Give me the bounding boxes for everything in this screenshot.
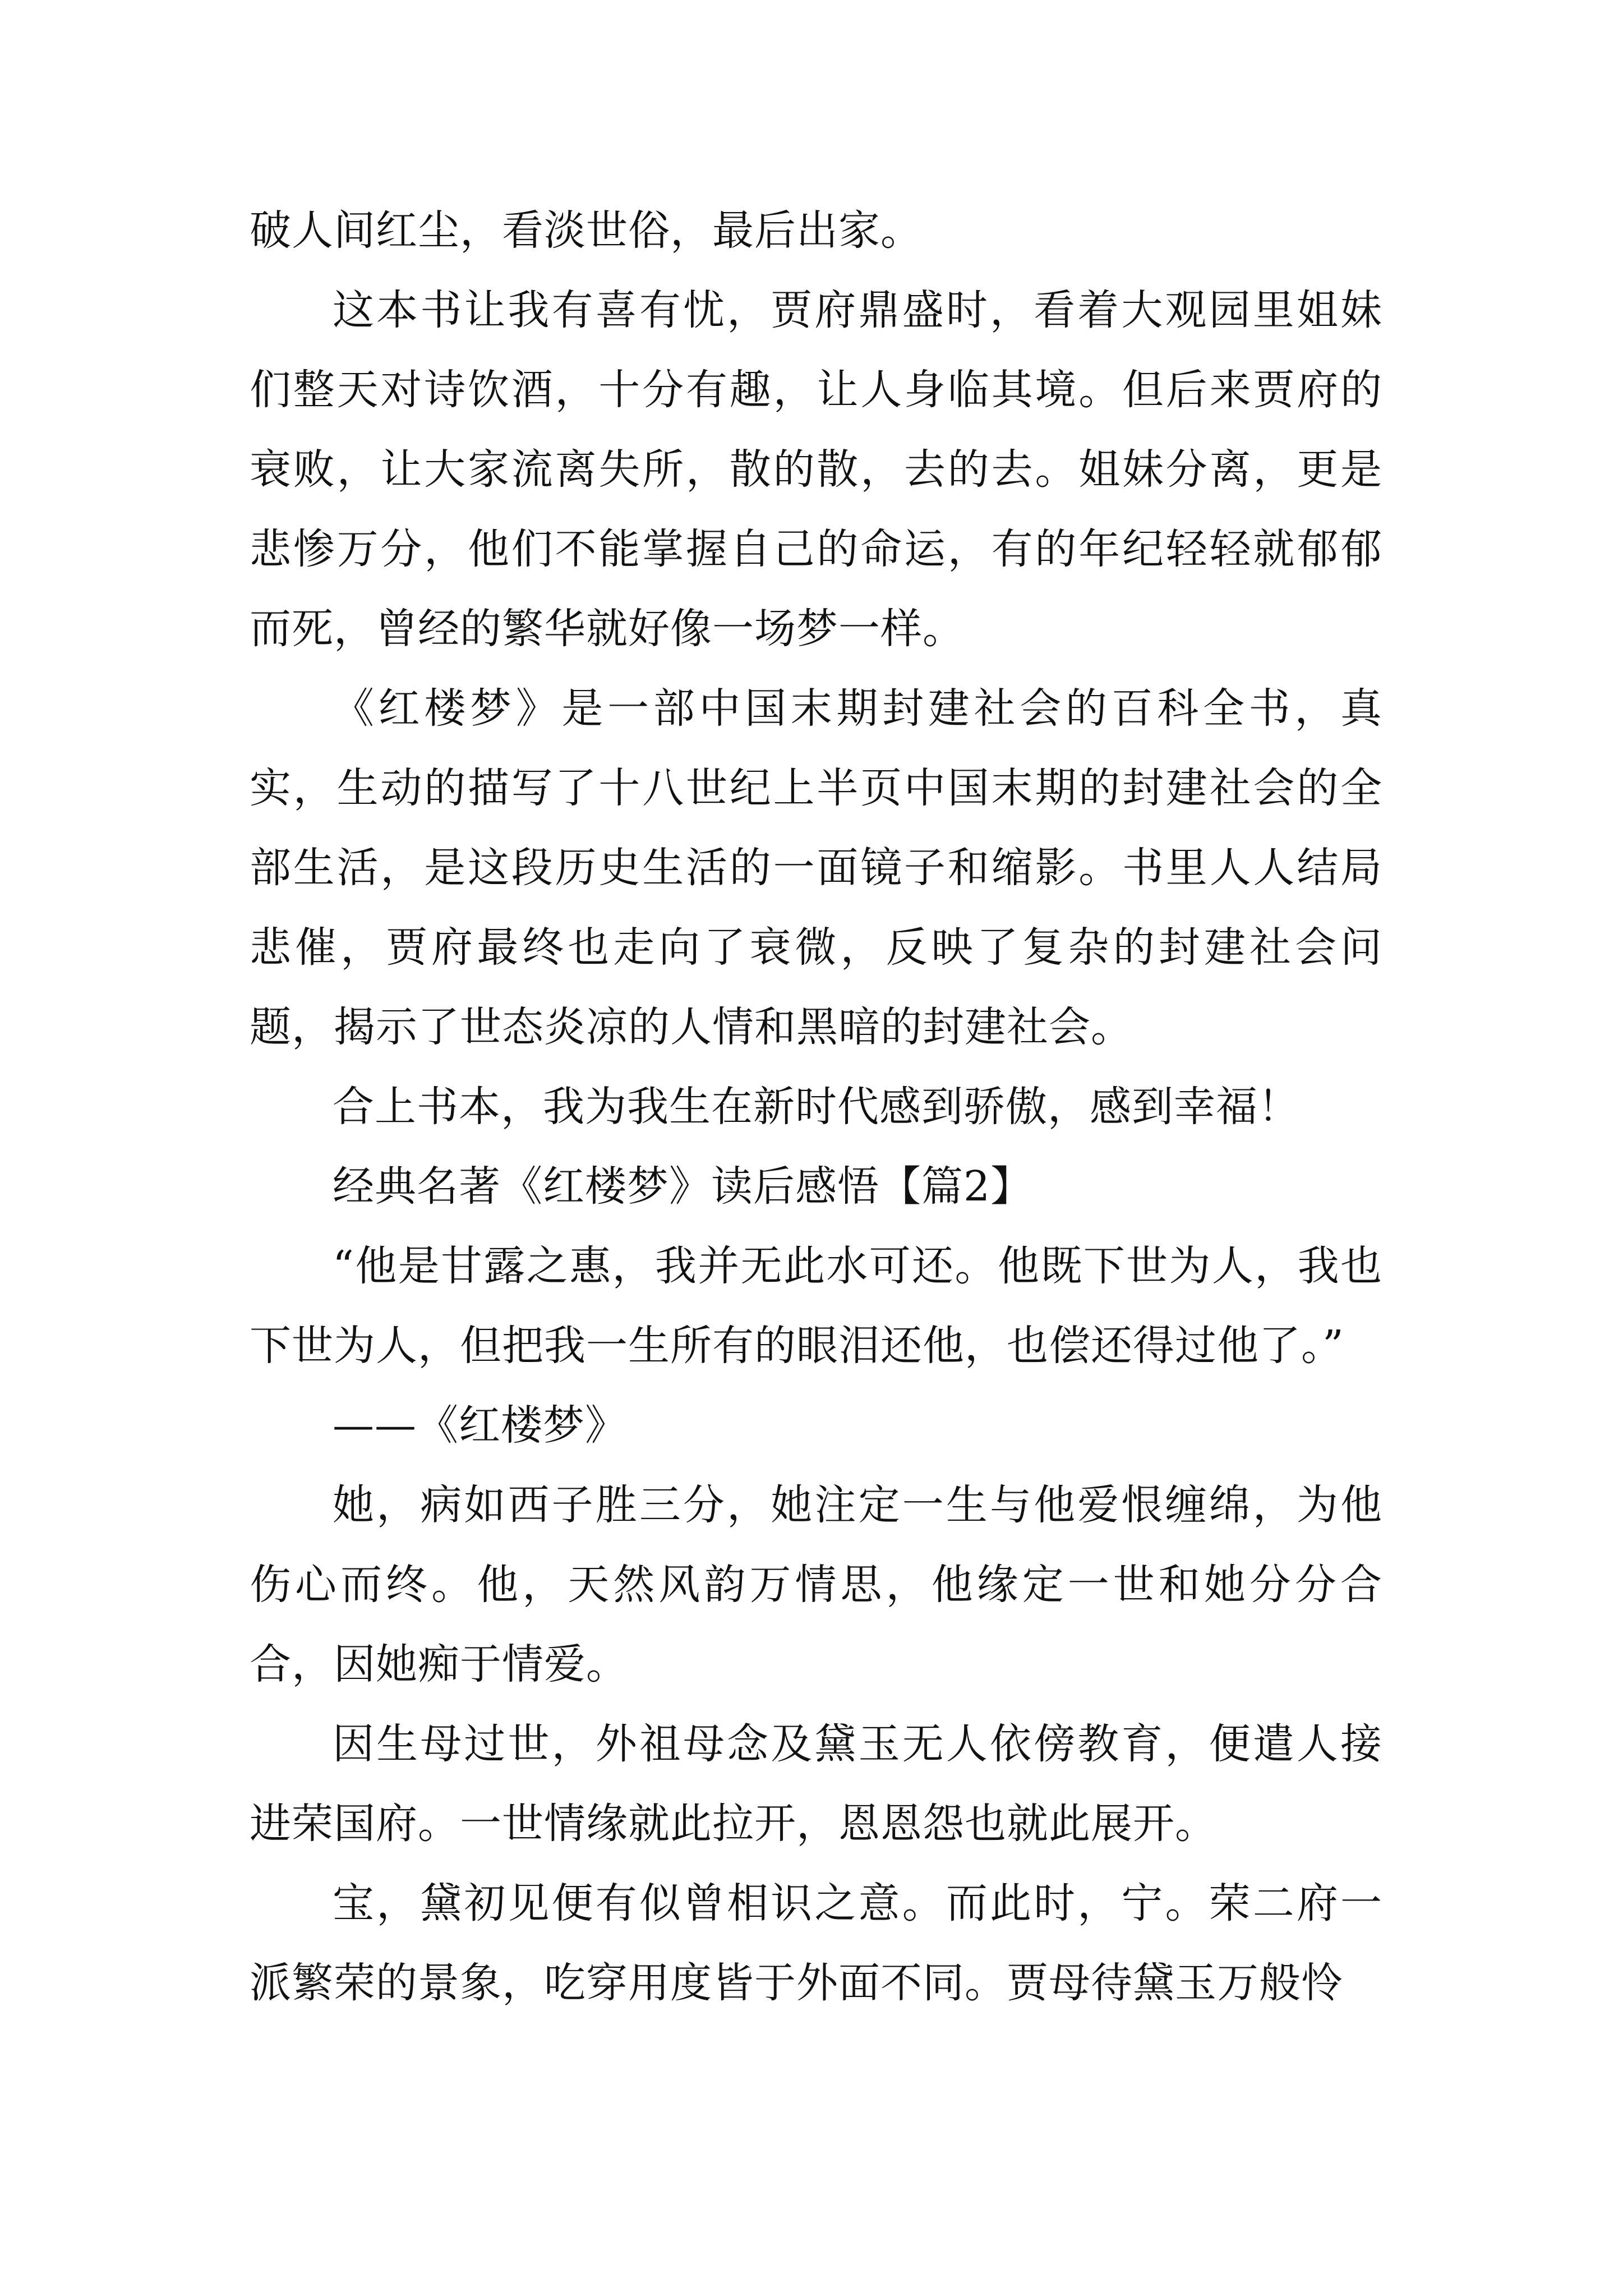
quote-attribution: ——《红楼梦》 [333, 1401, 627, 1450]
section-heading: 经典名著《红楼梦》读后感悟【篇2】 [333, 1162, 1033, 1211]
paragraph-3: 《红楼梦》是一部中国末期封建社会的百科全书，真实，生动的描写了十八世纪上半页中国末期的封建社会的全部生活，是这段历史生活的一面镜子和缩影。书里人人结局悲催，贾府最终也走向了衰微，反映了复杂的封建社会问题，揭示了世态炎凉的人情和黑暗的封建社会。 [250, 684, 1382, 1051]
paragraph-9: 因生母过世，外祖母念及黛玉无人依傍教育，便遣人接进荣国府。一世情缘就此拉开，恩恩怨也就此展开。 [250, 1720, 1382, 1848]
quote-paragraph: “他是甘露之惠，我并无此水可还。他既下世为人，我也下世为人，但把我一生所有的眼泪还他，也偿还得过他了。” [250, 1242, 1382, 1370]
paragraph-4: 合上书本，我为我生在新时代感到骄傲，感到幸福！ [333, 1083, 1300, 1131]
paragraph-1: 破人间红尘，看淡世俗，最后出家。 [250, 206, 923, 255]
paragraph-8: 她，病如西子胜三分，她注定一生与他爱恨缠绵，为他伤心而终。他，天然风韵万情思，他缘定一世和她分分合合，因她痴于情爱。 [250, 1481, 1382, 1688]
paragraph-2: 这本书让我有喜有忧，贾府鼎盛时，看着大观园里姐妹们整天对诗饮酒，十分有趣，让人身临其境。但后来贾府的衰败，让大家流离失所，散的散，去的去。姐妹分离，更是悲惨万分，他们不能掌握自己的命运，有的年纪轻轻就郁郁而死，曾经的繁华就好像一场梦一样。 [250, 286, 1382, 653]
document-body [250, 191, 1382, 2023]
paragraph-10: 宝，黛初见便有似曾相识之意。而此时，宁。荣二府一派繁荣的景象，吃穿用度皆于外面不同。贾母待黛玉万般怜 [250, 1879, 1382, 2007]
